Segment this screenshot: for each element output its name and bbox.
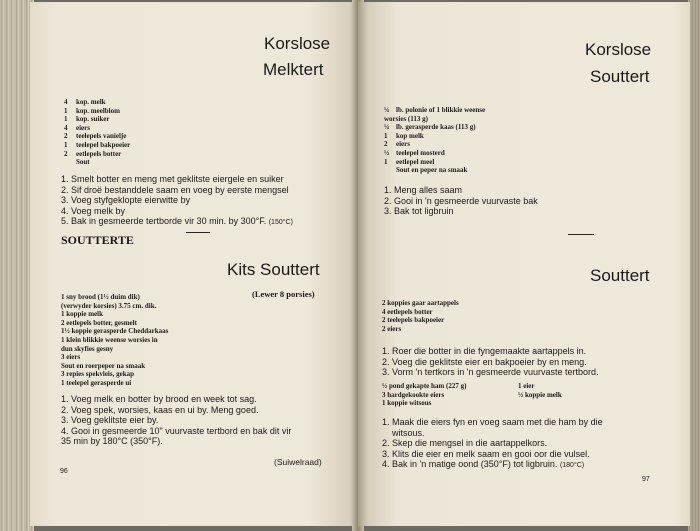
method-step: 2. Gooi in 'n gesmeerde vuurvaste bak (384, 195, 538, 206)
ingredient-item: 1 teelepel bakpoeier (64, 140, 131, 149)
ingredient-item: Sout en peper na smaak (396, 166, 468, 175)
recipe-title-line1: Korslose (264, 34, 331, 53)
page-edges-left (0, 0, 34, 531)
ingredient-item: 4 eetlepels botter (382, 307, 433, 316)
ingredient-item: Sout en roerpeper na smaak (61, 361, 146, 370)
method-step: 3. Vorm 'n tertkors in 'n gesmeerde vuurvaste tertbord. (382, 367, 599, 378)
filling-ingredients (382, 382, 466, 408)
recipe-title-line2: Melktert (263, 60, 324, 79)
ingredient-item: 2 eetlepels botter (64, 149, 122, 158)
method-step: 3. Voeg geklitste eier by. (61, 415, 159, 426)
ingredient-item: 1 koppie witsous (382, 399, 432, 408)
ingredient-list (64, 98, 130, 167)
method-step: 35 min by 180°C (350°F). (61, 436, 163, 447)
ingredient-item: 4 kop. melk (64, 98, 106, 106)
recipe-title-line1: Korslose (585, 40, 652, 59)
ingredient-item: 1 klein blikkie weense worsies in (61, 335, 158, 344)
method-step: 1. Voeg melk en botter by brood en week tot sag. (61, 394, 257, 404)
page-number: 96 (60, 468, 68, 475)
method-steps (384, 185, 538, 217)
ingredient-item: 4 eiers (64, 123, 90, 132)
ingredient-item: ½ teelepel mosterd (384, 148, 445, 157)
recipe-credit: (Suiwelraad) (274, 457, 322, 467)
ingredient-item: 1 teelepel gerasperde ui (61, 378, 132, 387)
ingredient-item: Sout (76, 158, 90, 167)
ingredient-item: (verwyder korsies) 3.75 cm. dik. (61, 301, 157, 310)
method-step: 2. Voeg spek, worsies, kaas en ui by. Meng goed. (61, 404, 259, 415)
left-page (30, 2, 358, 526)
ingredient-item: 2 eetlepels botter, gesmelt (61, 318, 137, 327)
ingredient-item: dun skyfies gesny (61, 344, 114, 353)
ingredient-item: 1 koppie melk (61, 310, 104, 319)
method-step: 2. Skep die mengsel in die aartappelkors. (382, 438, 548, 449)
ingredient-item: 3 repies spekvleis, gekap (61, 370, 134, 379)
ingredient-item: 1 kop. meelblom (64, 106, 120, 115)
ingredient-item: 1 kop melk (384, 131, 424, 140)
ingredient-item: 1 kop. suiker (64, 115, 110, 124)
ingredient-list (61, 293, 168, 388)
ingredient-item: 3 hardgekookte eiers (382, 390, 445, 399)
ingredient-item: 2 teelepels vanielje (64, 132, 127, 141)
ingredient-item: 1 eier (518, 382, 535, 390)
method-step: 3. Voeg styfgeklopte eierwitte by (61, 195, 191, 206)
ingredient-item: 1 sny brood (1½ duim dik) (61, 293, 140, 301)
method-step: 1. Smelt botter en meng met geklitste eiergele en suiker (61, 174, 284, 184)
method-step: 1. Meng alles saam (384, 185, 463, 195)
method-step: 2. Voeg die geklitste eier en bakpoeier by en meng. (382, 356, 587, 367)
ingredient-item: 2 eiers (382, 324, 402, 333)
ingredient-item: 2 teelepels bakpoeier (382, 316, 445, 325)
method-step: 1. Roer die botter in die fyngemaakte aartappels in. (382, 346, 587, 356)
method-steps (61, 394, 291, 447)
method-steps (382, 346, 599, 378)
ingredient-item: 3 eiers (61, 353, 81, 362)
ingredient-item: ½ koppie melk (518, 390, 562, 399)
divider-rule (568, 234, 594, 235)
filling-ingredients (518, 382, 562, 399)
ingredient-item: ¼ lb. gerasperde kaas (113 g) (384, 123, 476, 132)
method-step: 4. Voeg melk by (61, 205, 126, 216)
ingredient-item: 2 eiers (384, 140, 410, 149)
method-step: 3. Bak tot ligbruin (384, 206, 454, 217)
method-step: 2. Sif droë bestanddele saam en voeg by eerste mengsel (61, 184, 289, 195)
servings-note: (Lewer 8 porsies) (252, 289, 315, 299)
method-steps (382, 417, 603, 472)
recipe-title: Kits Souttert (227, 260, 320, 279)
ingredient-item: ¼ lb. polonie of 1 blikkie weense (384, 106, 486, 114)
ingredient-item: worsies (113 g) (384, 114, 428, 123)
method-step: 1. Maak die eiers fyn en voeg saam met die ham by die (382, 417, 603, 427)
method-step: witsous. (392, 427, 425, 438)
recipe-title: Souttert (590, 266, 650, 285)
divider-rule (186, 232, 210, 233)
section-heading: SOUTTERTE (61, 233, 134, 247)
ingredient-item: 1½ koppie gerasperde Cheddarkaas (61, 327, 169, 336)
method-step: 4. Gooi in gesmeerde 10" vuurvaste tertbord en bak dit vir (61, 425, 292, 436)
ingredient-list (384, 106, 485, 175)
ingredient-item: ½ pond gekapte ham (227 g) (382, 382, 467, 390)
method-step: 4. Bak in 'n matige oond (350°F) tot ligbruin. (180°C) (382, 459, 585, 470)
recipe-title-line2: Souttert (590, 67, 650, 86)
ingredient-item: 1 eetlepel meel (384, 157, 435, 166)
page-number: 97 (642, 476, 650, 483)
right-page (358, 2, 690, 526)
method-step: 3. Klits die eier en melk saam en gooi oor die vulsel. (382, 448, 590, 459)
method-steps (61, 174, 293, 229)
method-step: 5. Bak in gesmeerde tertborde vir 30 min. by 300°F. (150°C) (61, 216, 293, 227)
ingredient-item: 2 koppies gaar aartappels (382, 299, 459, 307)
ingredient-list (382, 299, 459, 333)
